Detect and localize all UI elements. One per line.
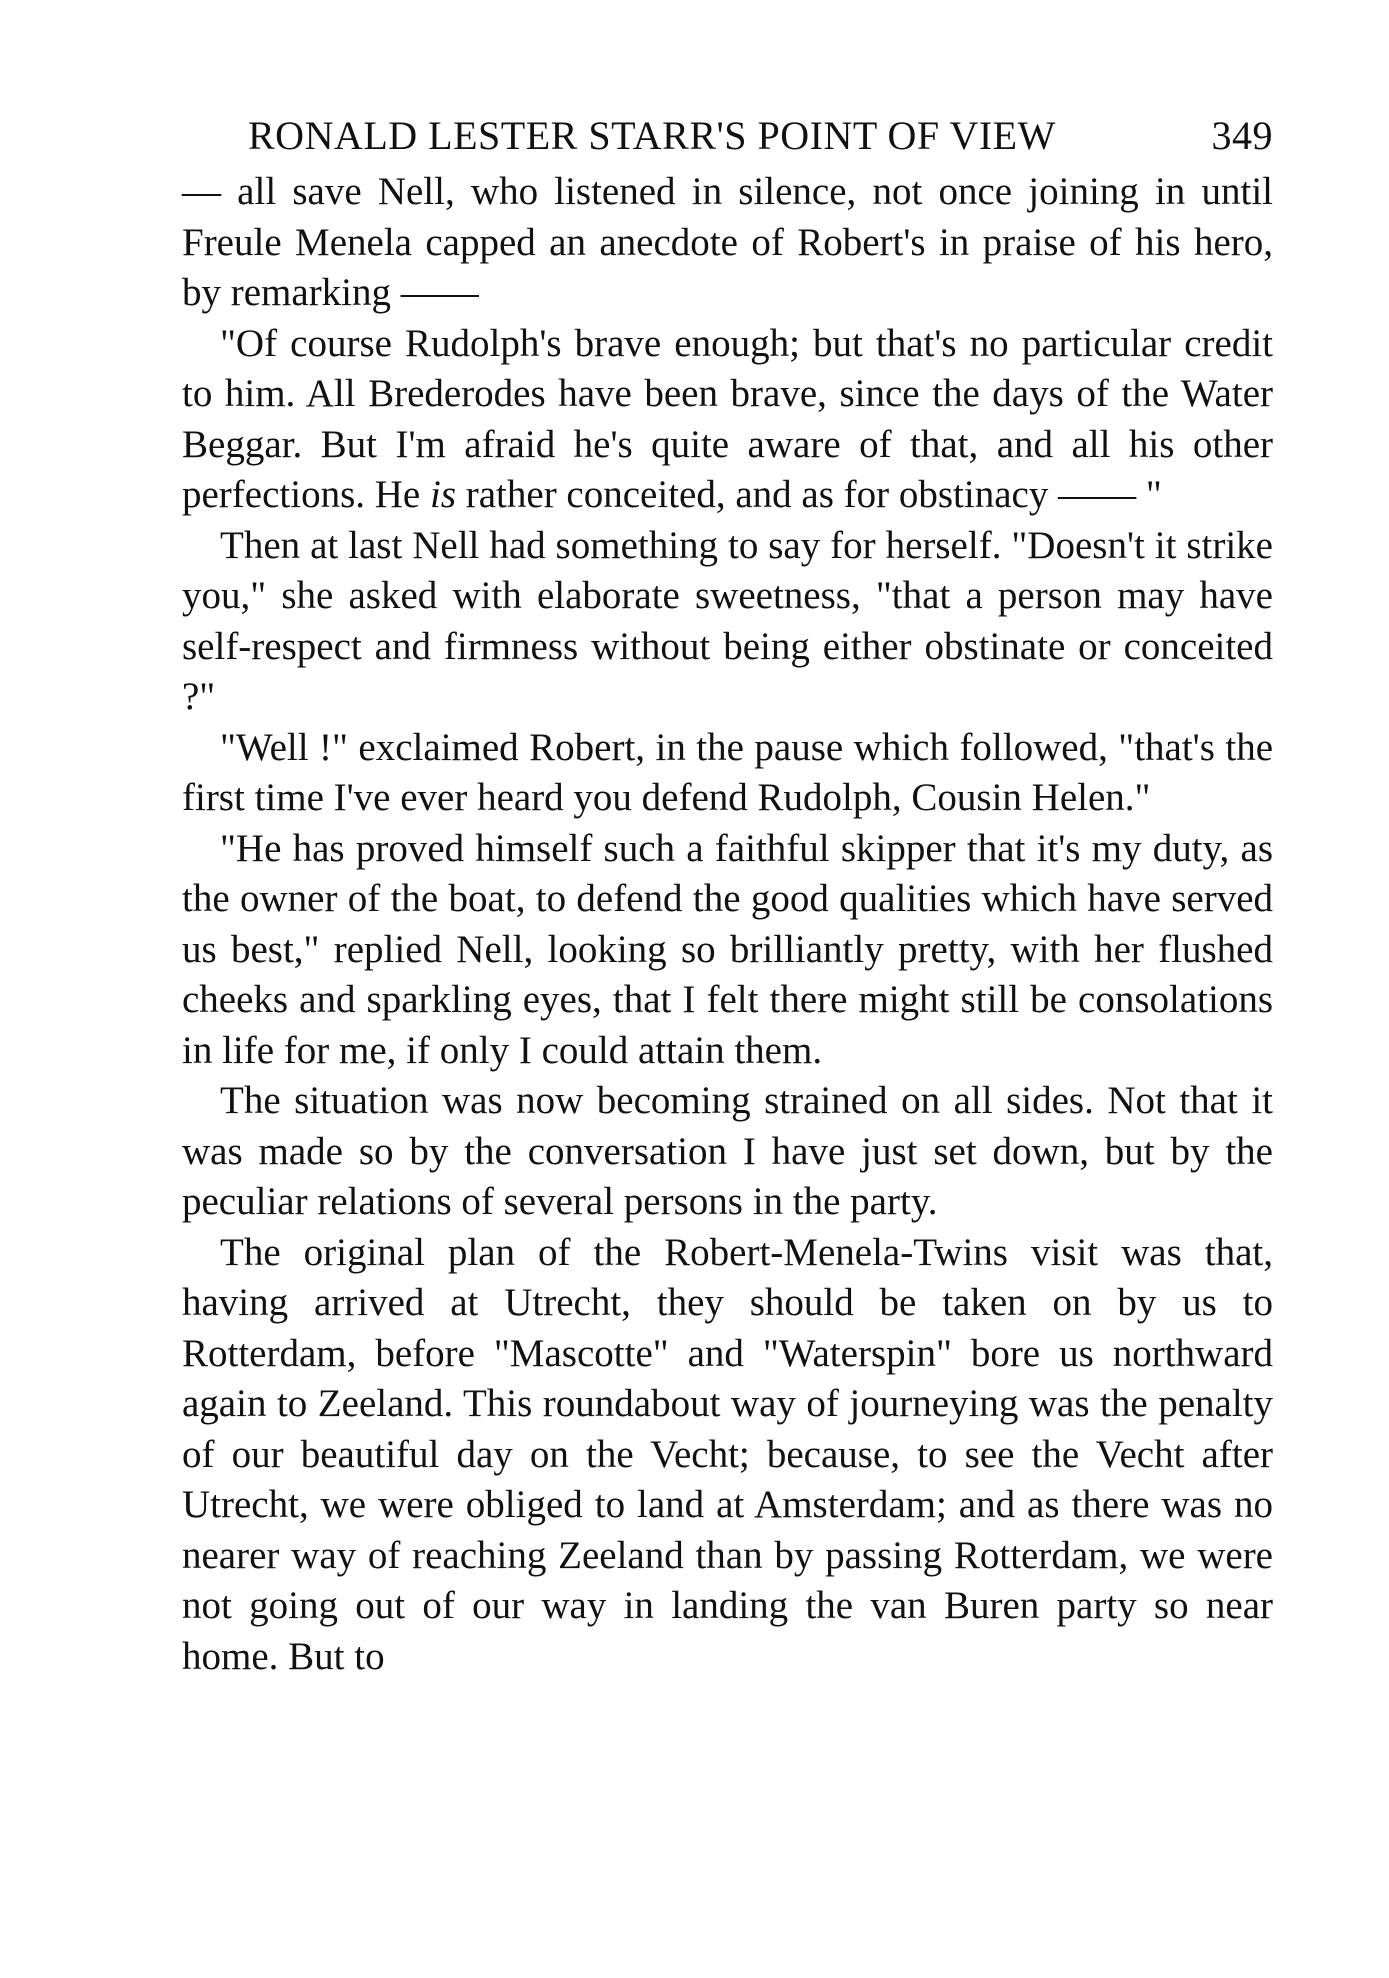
paragraph-continued: — all save Nell, who listened in silence, not once joining in until Freule Menela capped an anecdote of Robert's in praise of his hero, by remarking ——: [182, 170, 1273, 314]
italic-emphasis: is: [429, 473, 456, 516]
paragraph-menela-speech: [182, 319, 1273, 521]
paragraph-situation: The situation was now becoming strained on all sides. Not that it was made so by the conversation I have just set down, but by the peculiar relations of several persons in the party.: [182, 1079, 1273, 1223]
paragraph-text: "Of course Rudolph's brave enough; but that's no particular credit to him. All Brederodes have been brave, since the days of the Water Beggar. But I'm afraid he's quite aware of that, and all his other perfections. He: [182, 321, 1273, 516]
paragraph-nell-reply: Then at last Nell had something to say for herself. "Doesn't it strike you," she asked with elaborate sweetness, "that a person may have self-respect and firmness without being either obstinate or conceited ?": [182, 523, 1273, 718]
paragraph-robert-exclaims: "Well !" exclaimed Robert, in the pause which followed, "that's the first time I've ever heard you defend Rudolph, Cousin Helen.": [182, 725, 1273, 819]
paragraph-original-plan: The original plan of the Robert-Menela-Twins visit was that, having arrived at Utrecht, they should be taken on by us to Rotterdam, before "Mascotte" and "Waterspin" bore us northward again to Zeeland. This roundabout way of journeying was the penalty of our beautiful day on the Vecht; because, to see the Vecht after Utrecht, we were obliged to land at Amsterdam; and as there was no nearer way of reaching Zeeland than by passing Rotterdam, we were not going out of our way in landing the van Buren party so near home. But to: [182, 1230, 1273, 1678]
running-head-title: RONALD LESTER STARR'S POINT OF VIEW: [248, 113, 1056, 158]
paragraph-text: rather conceited, and as for obstinacy —— ": [456, 473, 1162, 516]
paragraph-nell-defends: "He has proved himself such a faithful skipper that it's my duty, as the owner of the boat, to defend the good qualities which have served us best," replied Nell, looking so brilliantly pretty, with her flushed cheeks and sparkling eyes, that I felt there might still be consolations in life for me, if only I could attain them.: [182, 826, 1273, 1072]
page-number: 349: [1211, 113, 1273, 158]
running-head: [248, 105, 1273, 167]
body-text: [182, 167, 1273, 1682]
